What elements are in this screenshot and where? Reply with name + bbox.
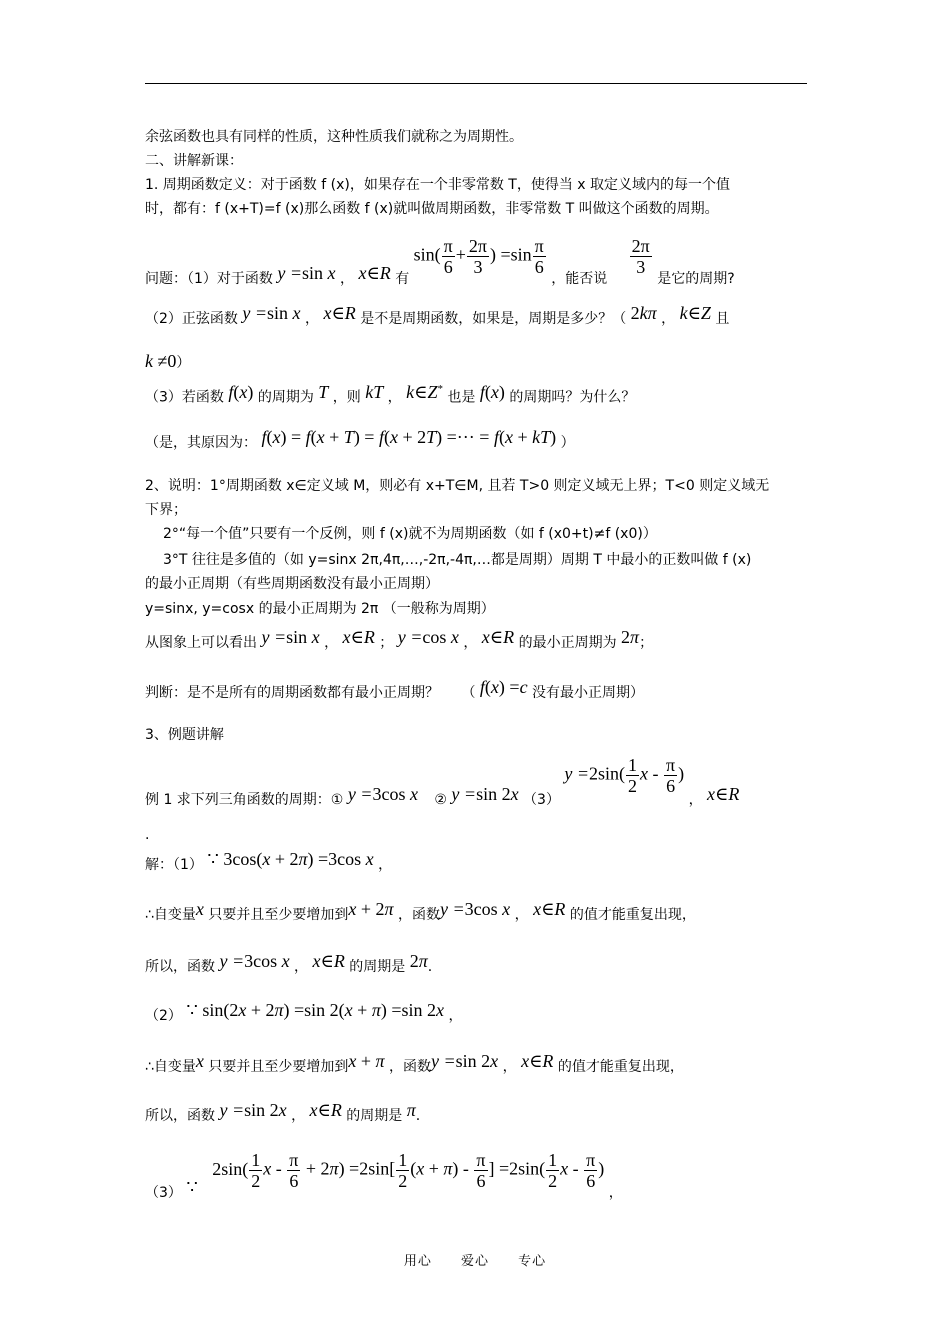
- question-3: （3）若函数 f(x) 的周期为 T ，则 kT ， k∈Z* 也是 f(x) 的周期吗？为什么？: [145, 381, 636, 406]
- text-line: 余弦函数也具有同样的性质，这种性质我们就称之为周期性。: [145, 129, 523, 145]
- solution-1: 解：（1） ∵ 3cos(x + 2π) =3cos x ，: [145, 849, 393, 873]
- note-line: 3°T 往往是多值的（如 y=sinx 2π,4π,…,-2π,-4π,…都是周期）周期 T 中最小的正数叫做 f (x): [163, 552, 752, 568]
- note-line: 下界；: [145, 502, 187, 518]
- footer-word: 专心: [518, 1254, 547, 1269]
- judgement-line: 判断：是不是所有的周期函数都有最小正周期？ （ f(x) =c 没有最小正周期）: [145, 677, 645, 701]
- solution-1-reason: ∴自变量x 只要并且至少要增加到x + 2π ，函数y =3cos x ， x∈R 的值才能重复出现，: [145, 899, 696, 923]
- question-3-answer: （是，其原因为： f(x) = f(x + T) = f(x + 2T) =··· = f(x + kT) ）: [145, 427, 575, 451]
- footer-word: 爱心: [460, 1254, 489, 1269]
- question-2-cont: k ≠0）: [145, 351, 191, 371]
- header-rule: [145, 83, 807, 84]
- example-1: 例 1 求下列三角函数的周期：① y =3cos x ② y =sin 2x （3） y =2sin( $\frac{1}{2}$ x - $\frac{\pi}{6}$ ) ， x∈R: [145, 755, 740, 808]
- graph-observation: 从图象上可以看出 y =sin x ， x∈R ； y =cos x ， x∈R 的最小正周期为 2π；: [145, 627, 654, 651]
- note-line: y=sinx, y=cosx 的最小正周期为 2π （一般称为周期）: [145, 601, 495, 617]
- note-line: 2、说明：1°周期函数 x∈定义域 M，则必有 x+T∈M, 且若 T>0 则定义域无上界；T<0 则定义域无: [145, 478, 770, 494]
- solution-1-conclusion: 所以，函数 y =3cos x ， x∈R 的周期是 2π.: [145, 951, 433, 975]
- note-line: 2°“每一个值”只要有一个反例，则 f (x)就不为周期函数（如 f (x0+t)≠f (x0)）: [163, 526, 657, 542]
- example-1-period: .: [145, 827, 150, 843]
- solution-3: （3） ∵ 2sin( $\frac{1}{2}$ x - $\frac{\pi}{6}$ + 2π) =2sin[ $\frac{1}{2}$ (x + π) - $\frac{\pi}{6}$ ] =2sin( $\frac{1}{2}$ x - $\frac{\pi}{6}$ ) ，: [145, 1150, 623, 1201]
- question-1: 问题：（1）对于函数 y =sin x ， x∈R 有 sin( $\frac{\pi}{6}$ + $\frac{2\pi}{3}$ ) =sin $\frac{\pi}{6}$ ，能否说 $\frac{2\pi}{3}$ 是它的周期?: [145, 236, 735, 287]
- solution-2-reason: ∴自变量x 只要并且至少要增加到x + π ，函数y =sin 2x ， x∈R 的值才能重复出现，: [145, 1051, 684, 1075]
- note-line: 的最小正周期（有些周期函数没有最小正周期）: [145, 576, 439, 592]
- definition-line: 1. 周期函数定义：对于函数 f (x)，如果存在一个非零常数 T，使得当 x 取定义域内的每一个值: [145, 177, 731, 193]
- solution-2: （2） ∵ sin(2x + 2π) =sin 2(x + π) =sin 2x ，: [145, 1000, 463, 1024]
- question-2: （2）正弦函数 y =sin x ， x∈R 是不是周期函数，如果是，周期是多少？（ 2kπ ， k∈Z 且: [145, 303, 730, 327]
- footer-word: 用心: [403, 1254, 432, 1269]
- section-heading: 3、例题讲解: [145, 727, 224, 743]
- definition-line: 时，都有：f (x+T)=f (x)那么函数 f (x)就叫做周期函数，非零常数 T 叫做这个函数的周期。: [145, 201, 719, 217]
- section-heading: 二、讲解新课：: [145, 153, 243, 169]
- page-footer: [0, 1250, 950, 1269]
- solution-2-conclusion: 所以，函数 y =sin 2x ， x∈R 的周期是 π.: [145, 1100, 421, 1124]
